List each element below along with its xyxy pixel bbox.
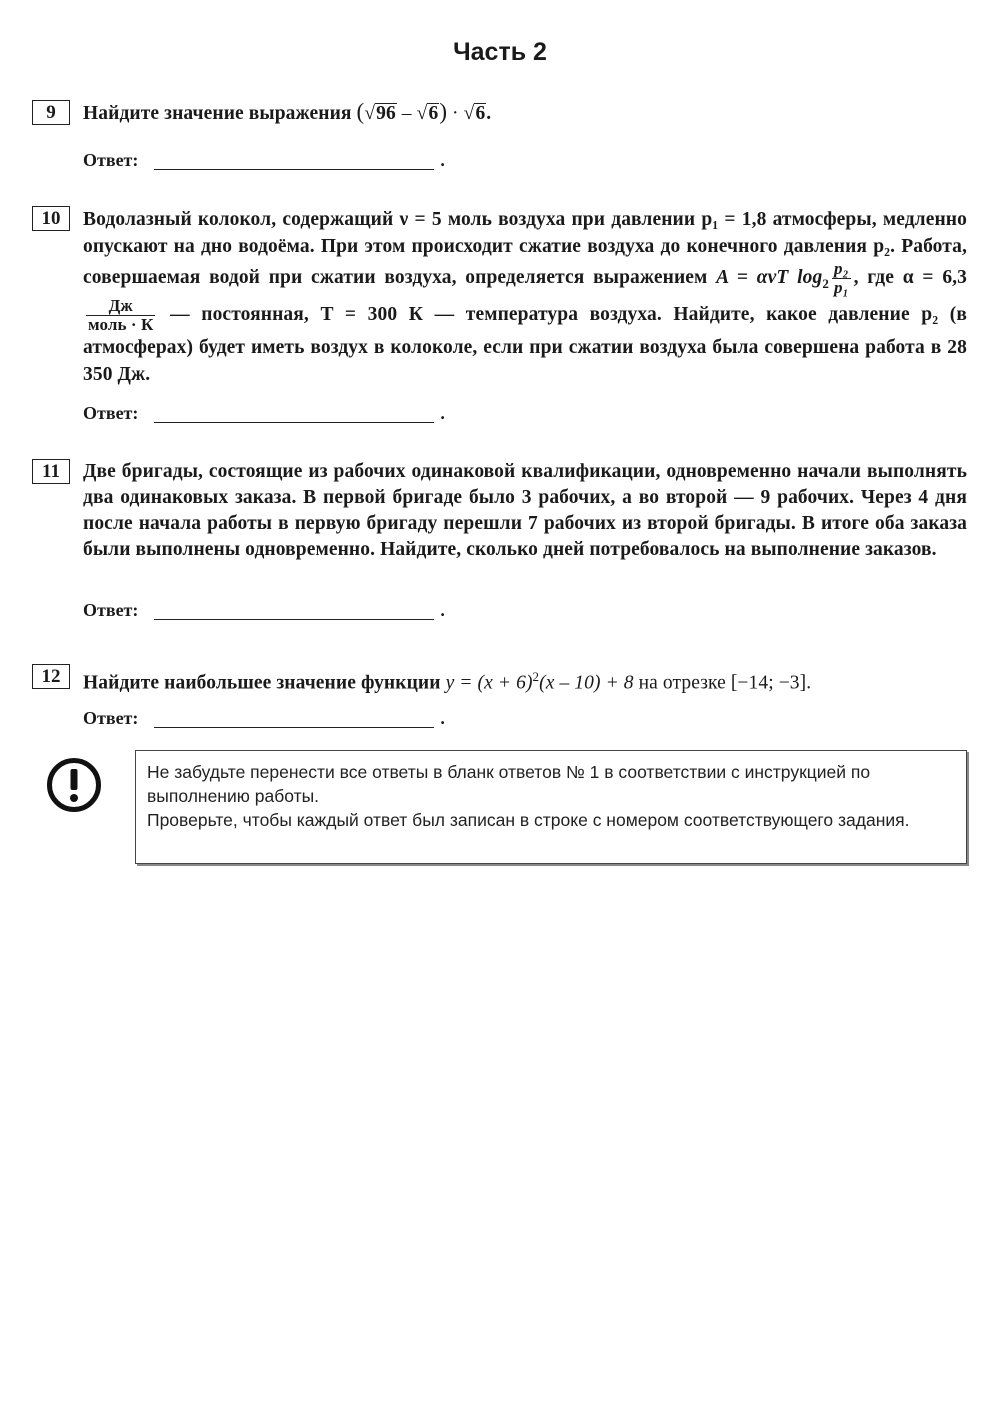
answer-label: Ответ:: [83, 708, 139, 728]
answer-row: [83, 600, 445, 621]
task-intro: Найдите наибольшее значение функции: [83, 672, 446, 694]
sqrt-96: 96: [376, 103, 396, 124]
answer-dot: .: [440, 708, 445, 728]
alpha-unit: $\frac{Дж}{\text{моль · К}}$: [88, 296, 154, 334]
answer-dot: .: [440, 150, 445, 170]
task-text: [83, 206, 967, 388]
task-number: 9: [32, 100, 70, 125]
function-expr: y = (x + 6): [445, 672, 533, 694]
sqrt-6a: 6: [428, 103, 439, 124]
answer-dot: .: [440, 403, 445, 423]
minus-sign: –: [396, 103, 417, 124]
answer-field[interactable]: [154, 151, 434, 170]
task-text: Две бригады, состоящие из рабочих одинаковой квалификации, одновременно начали выполнять два одинаковых заказа. В первой бригаде было 3 рабочих, а во второй — 9 рабочих. Через 4 дня после начала работы в первую бригаду перешли 7 рабочих из второй бригады. В итоге оба заказа были выполнены одновременно. Найдите, сколько дней потребовалось на выполнение заказов.: [83, 461, 967, 560]
answer-field[interactable]: [154, 404, 434, 423]
answer-label: Ответ:: [83, 403, 139, 423]
interval-text: на отрезке [−14; −3].: [633, 672, 812, 694]
task-10: [32, 206, 967, 423]
work-formula: A = ανT log: [716, 266, 823, 288]
answer-field[interactable]: [154, 709, 434, 728]
answer-field[interactable]: [154, 601, 434, 620]
task-number: 12: [32, 664, 70, 689]
task-12: [32, 664, 967, 728]
reminder-line-1: Не забудьте перенести все ответы в бланк ответов № 1 в соответствии с инструкцией по выполнению работы.: [147, 762, 871, 806]
answer-label: Ответ:: [83, 150, 139, 170]
task-text: Найдите значение выражения (√96 – √6) · √6.: [83, 99, 492, 124]
exclamation-icon: [46, 757, 102, 813]
answer-row: [83, 708, 445, 729]
reminder-line-2: Проверьте, чтобы каждый ответ был записан в строке с номером соответствующего задания.: [147, 810, 910, 830]
log-base: 2: [822, 275, 829, 291]
alpha-def: , где α = 6,3: [853, 266, 967, 288]
answer-row: [83, 403, 445, 424]
task-text-part2: — постоянная, T = 300 К — температура воздуха. Найдите, какое давление p₂ (в атмосферах) будет иметь воздух в колоколе, если при сжатии воздуха была совершена работа в 28 350 Дж.: [83, 303, 967, 385]
task-intro: Найдите значение выражения: [83, 103, 357, 124]
exponent: 2: [532, 669, 540, 684]
pressure-ratio: $\frac{\text{p₂}}{\text{p₁}}$: [833, 259, 849, 297]
answer-label: Ответ:: [83, 600, 139, 620]
task-11: [32, 459, 967, 620]
task-number: 10: [32, 206, 70, 231]
expr-close: ): [439, 99, 448, 124]
times-sign: ·: [447, 103, 464, 124]
task-9: [32, 99, 967, 170]
task-text: [83, 664, 967, 697]
page-title: Часть 2: [453, 38, 547, 66]
answer-dot: .: [440, 600, 445, 620]
task-text-part1: Водолазный колокол, содержащий ν = 5 моль воздуха при давлении p₁ = 1,8 атмосферы, медленно опускают на дно водоёма. При этом происходит сжатие воздуха до конечного давления p₂. Работа, совершаемая водой при сжатии воздуха, определяется выражением: [83, 209, 967, 288]
sqrt-6b: 6: [475, 103, 486, 124]
reminder-box: [135, 750, 967, 864]
answer-row: [83, 150, 445, 171]
expr-open: (: [356, 99, 365, 124]
period: .: [486, 103, 492, 124]
task-number: 11: [32, 459, 70, 484]
function-rest: (x – 10) + 8: [539, 672, 634, 694]
